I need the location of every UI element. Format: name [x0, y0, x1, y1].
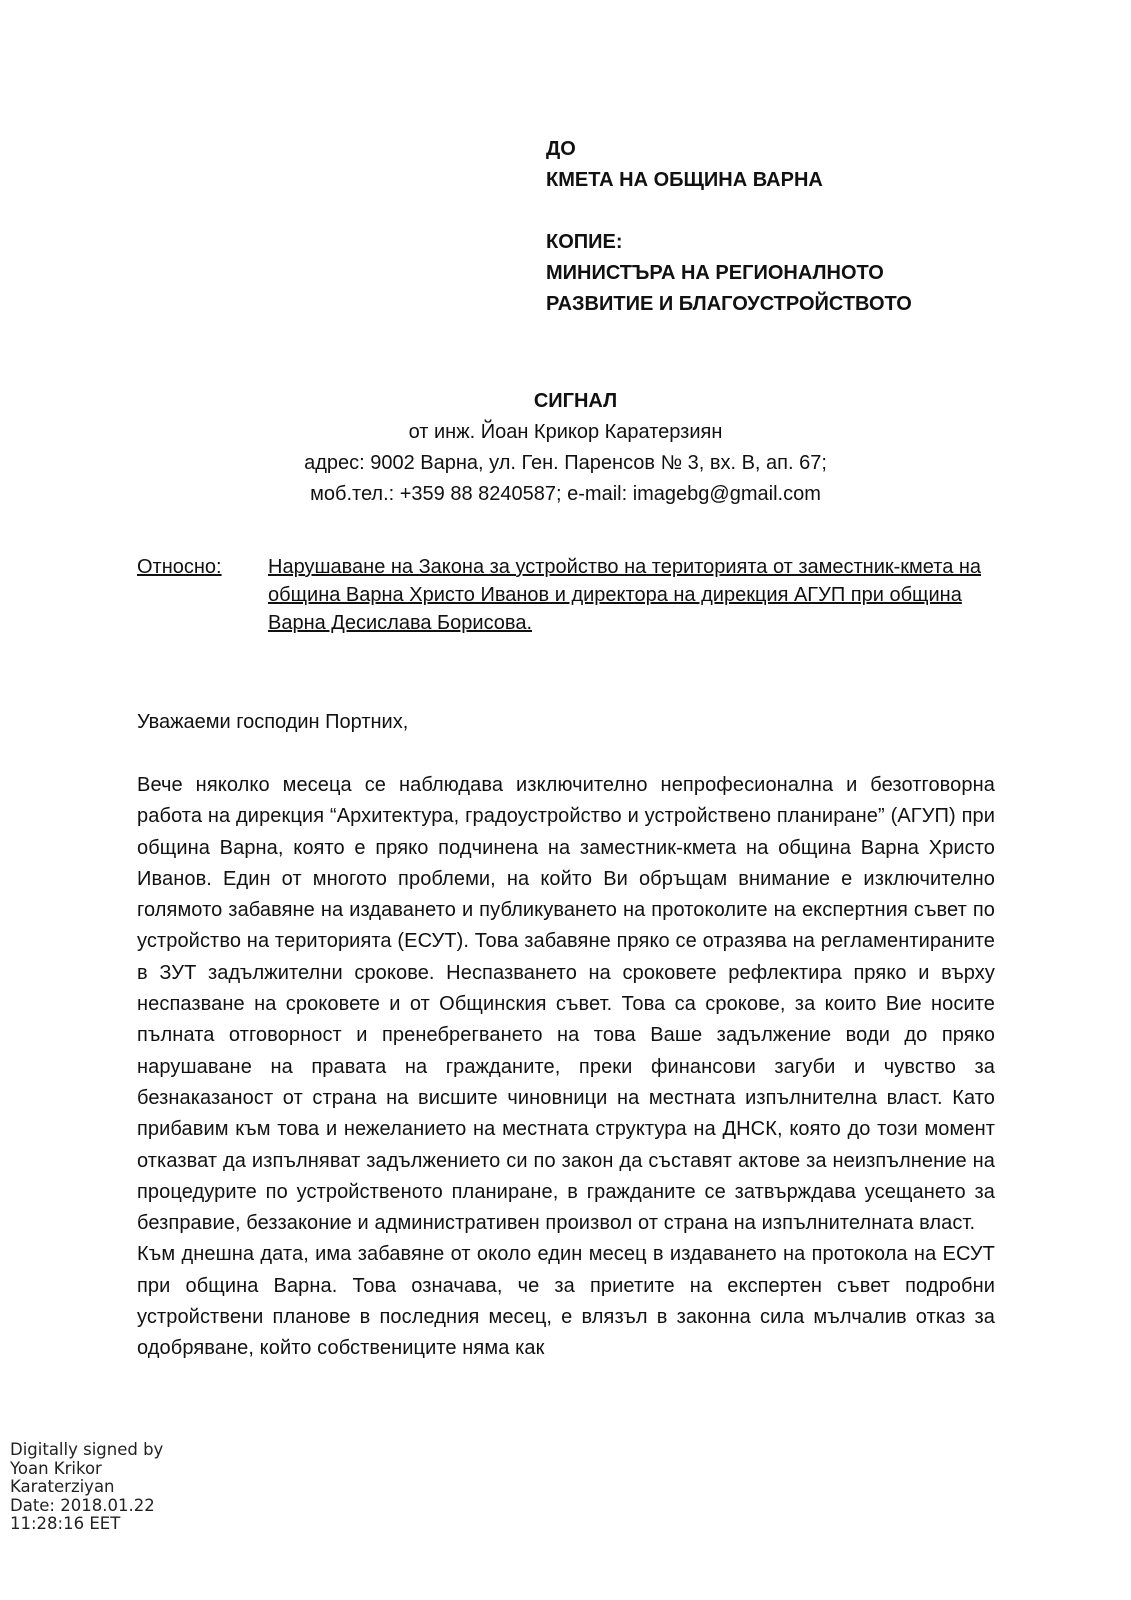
letter-body [137, 770, 995, 1365]
signature-line-4: Date: 2018.01.22 [10, 1495, 155, 1515]
signature-line-3: Karaterziyan [10, 1477, 115, 1496]
addressee-to-label: ДО [546, 138, 576, 160]
signal-title: СИГНАЛ [533, 390, 618, 412]
greeting: Уважаеми господин Портних, [137, 711, 409, 733]
addressee-to-block [546, 134, 823, 196]
digital-signature-stamp [10, 1441, 163, 1534]
signal-address: адрес: 9002 Варна, ул. Ген. Паренсов № 3, вх. В, ап. 67; [304, 452, 827, 474]
addressee-copy-label: КОПИЕ: [546, 231, 623, 253]
signal-contacts: моб.тел.: +359 88 8240587; e-mail: imagebg@gmail.com [310, 483, 821, 505]
regarding-text: Нарушаване на Закона за устройство на територията от заместник-кмета на община Варна Христо Иванов и директора на дирекция АГУП при община Варна Десислава Борисова. [268, 556, 982, 634]
body-paragraph-2: Към днешна дата, има забавяне от около един месец в издаването на протокола на ЕСУТ при община Варна. Това означава, че за приетите на експертен съвет подробни устройствени планове в последния месец, е влязъл в законна сила мълчалив отказ за одобряване, който собствениците няма как [137, 1243, 995, 1360]
signature-line-5: 11:28:16 EET [10, 1514, 121, 1533]
regarding-label: Относно: [137, 556, 222, 578]
addressee-copy-block [546, 227, 912, 320]
signature-line-1: Digitally signed by [10, 1440, 164, 1459]
addressee-copy-line1: МИНИСТЪРА НА РЕГИОНАЛНОТО [546, 262, 884, 284]
addressee-copy-line2: РАЗВИТИЕ И БЛАГОУСТРОЙСТВОТО [546, 293, 912, 315]
addressee-to-name: КМЕТА НА ОБЩИНА ВАРНА [546, 169, 823, 191]
signature-line-2: Yoan Krikor [10, 1458, 102, 1478]
signal-from: от инж. Йоан Крикор Каратерзиян [408, 421, 723, 443]
body-paragraph-1: Вече няколко месеца се наблюдава изключително непрофесионална и безотговорна работа на дирекция “Архитектура, градоустройство и устройствено планиране” (АГУП) при община Варна, която е пряко подчинена на заместник-кмета на община Варна Христо Иванов. Един от многото проблеми, на който Ви обръщам внимание е изключително голямото забавяне на издаването и публикуването на протоколите на експертния съвет по устройство на територията (ЕСУТ). Това забавяне пряко се отразява на регламентираните в ЗУТ задължителни срокове. Неспазването на сроковете рефлектира пряко и върху неспазване на сроковете и от Общинския съвет. Това са срокове, за които Вие носите пълната отговорност и пренебрегването на това Ваше задължение води до пряко нарушаване на правата на гражданите, преки финансови загуби и чувство за безнаказаност от страна на висшите чиновници на местната изпълнителна власт. Като прибавим към това и нежеланието на местната структура на ДНСК, която до този момент отказват да изпълняват задължението си по закон да съставят актове за неизпълнение на процедурите по устройственото планиране, в гражданите се затвърждава усещането за безправие, беззаконие и административен произвол от страна на изпълнителната власт. [137, 774, 995, 1235]
signal-header [0, 386, 1131, 510]
